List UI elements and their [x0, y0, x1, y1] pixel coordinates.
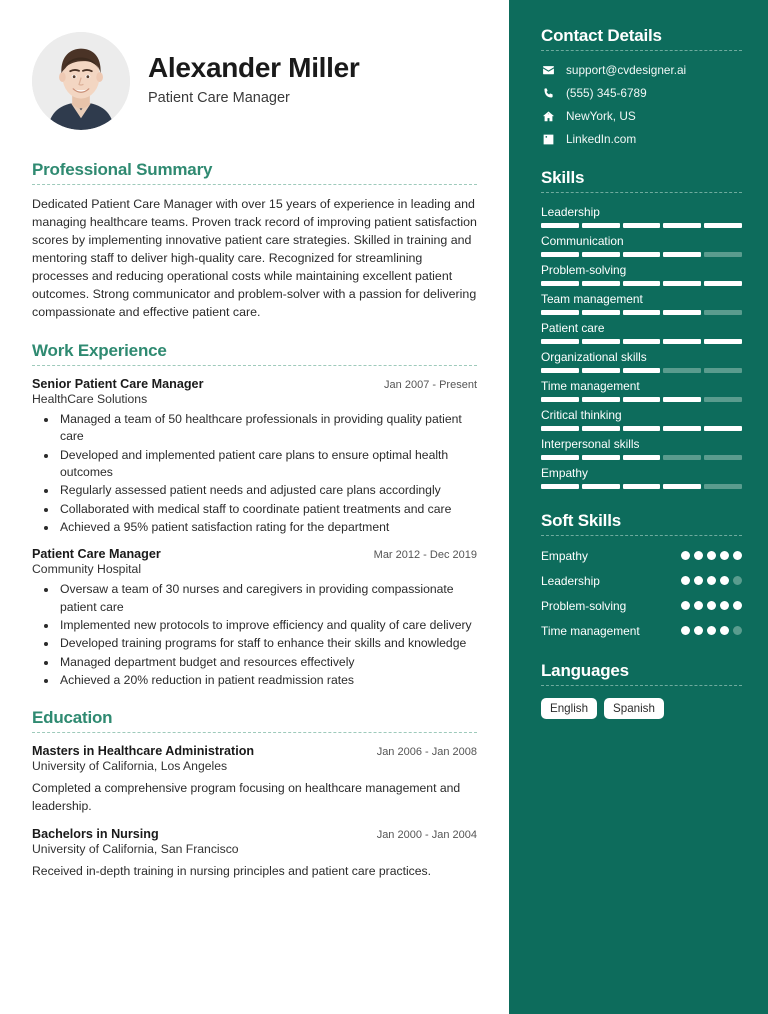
education-description: Completed a comprehensive program focusing on healthcare management and leadership.	[32, 781, 461, 813]
skill-segment	[541, 368, 579, 373]
skill-segment	[541, 310, 579, 315]
section-title-work: Work Experience	[32, 340, 167, 360]
skill-segment	[623, 310, 661, 315]
rating-dot	[681, 601, 690, 610]
skill-item	[541, 408, 742, 431]
skill-segment	[623, 455, 661, 460]
skill-segment	[663, 339, 701, 344]
skill-item	[541, 263, 742, 286]
section-title-education: Education	[32, 708, 113, 728]
avatar	[32, 32, 130, 130]
contact-row[interactable]	[541, 109, 742, 123]
language-chip-list	[541, 698, 742, 719]
contact-row[interactable]	[541, 86, 742, 100]
skill-item	[541, 292, 742, 315]
skill-segment	[704, 310, 742, 315]
rating-dot	[681, 626, 690, 635]
education-school: University of California, San Francisco	[32, 841, 239, 856]
rating-dot	[707, 601, 716, 610]
person-job-title: Patient Care Manager	[148, 89, 290, 106]
contact-value: support@cvdesigner.ai	[566, 63, 687, 77]
rating-dot	[707, 626, 716, 635]
divider	[541, 50, 742, 51]
skill-label: Team management	[541, 292, 643, 306]
skill-item	[541, 350, 742, 373]
skill-segment	[663, 223, 701, 228]
soft-skill-rating	[681, 548, 742, 560]
skill-segment	[582, 426, 620, 431]
soft-skill-label: Empathy	[541, 549, 588, 563]
skill-segment	[663, 252, 701, 257]
skill-segment	[623, 368, 661, 373]
skill-segment	[663, 397, 701, 402]
home-icon	[541, 109, 555, 123]
contact-list	[541, 63, 742, 146]
rating-dot	[733, 576, 742, 585]
education-entry-head	[32, 744, 477, 758]
skill-segment	[623, 397, 661, 402]
soft-skill-rating	[681, 623, 742, 635]
rating-dot	[720, 551, 729, 560]
work-entry-date: Mar 2012 - Dec 2019	[373, 549, 477, 562]
bullet-item: • Regularly assessed patient needs and adjusted care plans accordingly	[58, 482, 477, 499]
skill-segment	[704, 426, 742, 431]
education-entry	[32, 827, 477, 881]
skill-bar	[541, 252, 742, 257]
skill-segment	[541, 339, 579, 344]
skill-segment	[541, 484, 579, 489]
rating-dot	[720, 626, 729, 635]
skill-segment	[663, 368, 701, 373]
skill-label: Problem-solving	[541, 263, 627, 277]
skill-segment	[541, 223, 579, 228]
education-degree: Bachelors in Nursing	[32, 826, 159, 841]
section-education	[32, 708, 477, 880]
soft-skill-label: Problem-solving	[541, 599, 627, 614]
work-entry	[32, 547, 477, 689]
soft-skill-row	[541, 623, 742, 639]
education-description: Received in-depth training in nursing principles and patient care practices.	[32, 863, 432, 878]
skill-segment	[541, 252, 579, 257]
skill-segment	[623, 223, 661, 228]
bullet-item: • Managed department budget and resources effectively	[58, 654, 477, 671]
bullet-item: • Oversaw a team of 30 nurses and caregivers in providing compassionate patient care	[58, 581, 477, 616]
skill-segment	[582, 368, 620, 373]
rating-dot	[694, 551, 703, 560]
education-entry-head	[32, 827, 477, 841]
skill-segment	[582, 310, 620, 315]
skill-label: Critical thinking	[541, 408, 622, 422]
rating-dot	[720, 576, 729, 585]
section-languages	[541, 661, 742, 719]
skill-bar	[541, 310, 742, 315]
education-degree: Masters in Healthcare Administration	[32, 744, 255, 759]
work-entry-role: Senior Patient Care Manager	[32, 376, 204, 391]
skill-item	[541, 205, 742, 228]
contact-value: (555) 345-6789	[566, 86, 647, 100]
soft-skills-list	[541, 548, 742, 639]
work-entry-list	[32, 377, 477, 689]
section-title-languages: Languages	[541, 661, 629, 681]
skill-segment	[541, 426, 579, 431]
skill-label: Interpersonal skills	[541, 437, 640, 451]
work-entry-date: Jan 2007 - Present	[384, 378, 477, 391]
contact-row[interactable]	[541, 63, 742, 77]
rating-dot	[694, 626, 703, 635]
soft-skill-rating	[681, 598, 742, 610]
divider	[541, 192, 742, 193]
work-entry-bullets	[32, 411, 477, 536]
skill-segment	[663, 455, 701, 460]
divider	[32, 365, 477, 366]
skill-label: Empathy	[541, 466, 588, 480]
education-school: University of California, Los Angeles	[32, 759, 228, 774]
skill-segment	[623, 339, 661, 344]
divider	[541, 685, 742, 686]
resume-header	[32, 32, 477, 130]
skill-segment	[582, 252, 620, 257]
soft-skill-label: Time management	[541, 624, 640, 639]
skill-item	[541, 437, 742, 460]
person-name: Alexander Miller	[148, 52, 360, 84]
skill-segment	[582, 339, 620, 344]
linkedin-icon	[541, 132, 555, 146]
skill-item	[541, 379, 742, 402]
bullet-item: • Achieved a 20% reduction in patient readmission rates	[58, 672, 477, 689]
skill-bar	[541, 223, 742, 228]
section-skills	[541, 168, 742, 489]
skill-segment	[582, 455, 620, 460]
person-photo-icon	[32, 32, 130, 130]
divider	[541, 535, 742, 536]
work-entry-head	[32, 547, 477, 561]
skill-segment	[663, 484, 701, 489]
skill-bar	[541, 484, 742, 489]
skill-segment	[623, 281, 661, 286]
skill-segment	[704, 223, 742, 228]
skill-item	[541, 466, 742, 489]
skill-label: Leadership	[541, 205, 600, 219]
skill-label: Communication	[541, 234, 624, 248]
skill-segment	[704, 368, 742, 373]
work-entry-org: HealthCare Solutions	[32, 391, 148, 406]
section-title-summary: Professional Summary	[32, 160, 213, 179]
skill-segment	[582, 484, 620, 489]
skill-bar	[541, 397, 742, 402]
work-entry	[32, 377, 477, 536]
work-entry-bullets	[32, 581, 477, 689]
skill-bar	[541, 339, 742, 344]
divider	[32, 184, 477, 185]
rating-dot	[694, 601, 703, 610]
name-block	[148, 52, 360, 109]
rating-dot	[707, 576, 716, 585]
bullet-item: • Collaborated with medical staff to coordinate patient treatments and care	[58, 501, 477, 518]
skill-segment	[541, 397, 579, 402]
language-chip: Spanish	[604, 698, 664, 719]
skill-segment	[663, 281, 701, 286]
work-entry-role: Patient Care Manager	[32, 547, 161, 562]
skill-item	[541, 321, 742, 344]
skill-segment	[704, 252, 742, 257]
rating-dot	[733, 626, 742, 635]
rating-dot	[707, 551, 716, 560]
skill-bar	[541, 426, 742, 431]
summary-text: Dedicated Patient Care Manager with over 15 years of experience in leading and managing healthcare teams. Proven track record of improving patient satisfaction scores by implementing innovative patient care strategies. Skilled in training and mentoring staff to deliver high-quality care. Recognized for streamlining processes and reducing operational costs while maintaining excellent patient outcomes. Strong communicator and problem-solver with a passion for delivering compassionate and effective patient care.	[32, 197, 477, 319]
skill-segment	[623, 484, 661, 489]
skill-segment	[582, 223, 620, 228]
rating-dot	[681, 551, 690, 560]
section-soft-skills	[541, 511, 742, 639]
education-entry	[32, 744, 477, 815]
skill-segment	[623, 252, 661, 257]
contact-value: LinkedIn.com	[566, 132, 637, 146]
skill-bar	[541, 368, 742, 373]
soft-skill-row	[541, 573, 742, 589]
section-professional-summary	[32, 160, 477, 322]
rating-dot	[694, 576, 703, 585]
skill-label: Time management	[541, 379, 640, 393]
soft-skill-rating	[681, 573, 742, 585]
skill-label: Patient care	[541, 321, 605, 335]
work-entry-org: Community Hospital	[32, 562, 142, 577]
section-contact-details	[541, 26, 742, 146]
contact-value: NewYork, US	[566, 109, 636, 123]
skill-bar	[541, 455, 742, 460]
skills-list	[541, 205, 742, 489]
rating-dot	[733, 551, 742, 560]
rating-dot	[720, 601, 729, 610]
skill-segment	[704, 281, 742, 286]
education-entry-list	[32, 744, 477, 880]
skill-segment	[704, 339, 742, 344]
bullet-item: • Achieved a 95% patient satisfaction rating for the department	[58, 519, 477, 536]
education-date: Jan 2006 - Jan 2008	[376, 746, 477, 759]
skill-segment	[582, 281, 620, 286]
education-date: Jan 2000 - Jan 2004	[376, 828, 477, 841]
skill-segment	[582, 397, 620, 402]
work-entry-head	[32, 377, 477, 391]
sidebar	[509, 0, 768, 1014]
contact-row[interactable]	[541, 132, 742, 146]
skill-label: Organizational skills	[541, 350, 647, 364]
soft-skill-row	[541, 598, 742, 614]
skill-item	[541, 234, 742, 257]
language-chip: English	[541, 698, 597, 719]
skill-segment	[663, 426, 701, 431]
divider	[32, 732, 477, 733]
section-work-experience	[32, 341, 477, 689]
skill-segment	[541, 281, 579, 286]
skill-bar	[541, 281, 742, 286]
skill-segment	[704, 484, 742, 489]
rating-dot	[733, 601, 742, 610]
section-title-contact: Contact Details	[541, 26, 662, 45]
section-title-skills: Skills	[541, 168, 585, 187]
bullet-item: • Developed training programs for staff to enhance their skills and knowledge	[58, 635, 477, 652]
soft-skill-label: Leadership	[541, 574, 600, 589]
bullet-item: • Implemented new protocols to improve efficiency and quality of care delivery	[58, 617, 477, 634]
envelope-icon	[541, 63, 555, 77]
skill-segment	[704, 397, 742, 402]
phone-icon	[541, 86, 555, 100]
skill-segment	[663, 310, 701, 315]
rating-dot	[681, 576, 690, 585]
bullet-item: • Developed and implemented patient care plans to ensure optimal health outcomes	[58, 447, 477, 482]
bullet-item: • Managed a team of 50 healthcare professionals in providing quality patient care	[58, 411, 477, 446]
skill-segment	[704, 455, 742, 460]
skill-segment	[623, 426, 661, 431]
skill-segment	[541, 455, 579, 460]
section-title-soft-skills: Soft Skills	[541, 511, 621, 530]
soft-skill-row	[541, 548, 742, 564]
